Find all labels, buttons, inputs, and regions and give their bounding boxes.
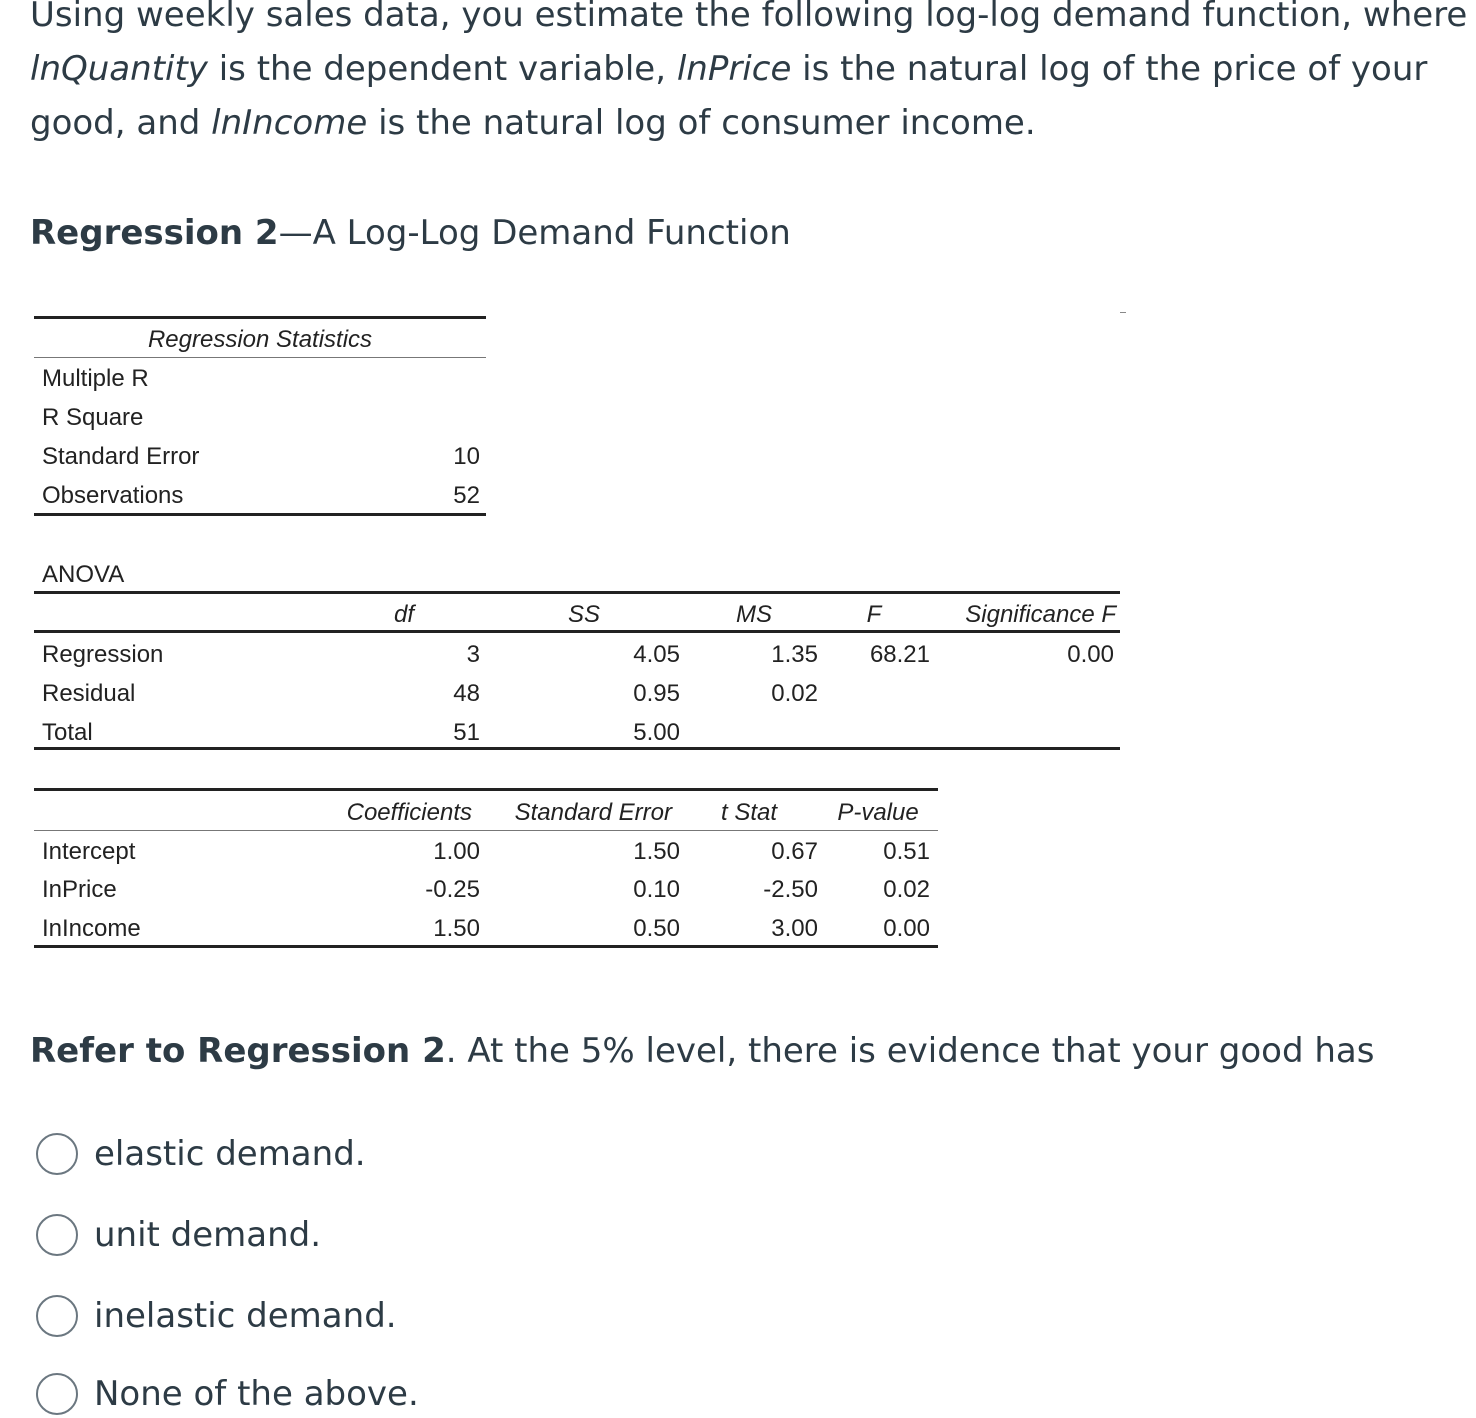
regression-title: Regression 2—A Log-Log Demand Function (30, 213, 791, 253)
coef-value-lnincome: 1.50 (433, 915, 480, 942)
radio-button[interactable] (36, 1295, 78, 1337)
anova-df-residual: 48 (453, 680, 480, 707)
anova-header-ss: SS (567, 601, 600, 628)
anova-label-total: Total (42, 719, 93, 746)
stats-header: Regression Statistics (147, 326, 373, 353)
anova-label-residual: Residual (42, 680, 136, 707)
option-elastic-demand[interactable] (36, 1130, 366, 1178)
anova-ms-regression: 1.35 (771, 641, 818, 668)
anova-f-regression: 68.21 (869, 641, 930, 668)
var-lnincome: lnIncome (211, 103, 368, 143)
coef-value-lnprice: -0.25 (425, 876, 480, 903)
anova-table (34, 560, 1120, 752)
coef-t-lnincome: 3.00 (771, 915, 818, 942)
stats-value-observations: 52 (453, 482, 480, 509)
anova-df-total: 51 (453, 719, 480, 746)
coef-t-intercept: 0.67 (771, 838, 818, 865)
anova-header-ms: MS (736, 601, 772, 628)
coef-se-lnincome: 0.50 (633, 915, 680, 942)
coef-value-intercept: 1.00 (433, 838, 480, 865)
anova-header-df: df (393, 601, 414, 628)
option-label: elastic demand. (94, 1134, 366, 1174)
stray-mark (1120, 312, 1126, 313)
question-intro: Using weekly sales data, you estimate the following log-log demand function, where lnQuantity is the dependent variable, lnPrice is the natural log of the price of your good, and lnIncome is the natural log of consumer income. (30, 0, 1468, 143)
radio-button[interactable] (36, 1214, 78, 1256)
anova-header-significance-f: Significance F (965, 601, 1116, 628)
coef-label-lnincome: InIncome (42, 915, 141, 942)
option-label: None of the above. (94, 1374, 419, 1414)
anova-ss-regression: 4.05 (633, 641, 680, 668)
coef-se-lnprice: 0.10 (633, 876, 680, 903)
stats-label-standard-error: Standard Error (42, 443, 200, 470)
question-prompt: Refer to Regression 2. At the 5% level, there is evidence that your good has (30, 1031, 1375, 1071)
coef-label-intercept: Intercept (42, 838, 136, 865)
option-inelastic-demand[interactable] (36, 1292, 397, 1340)
coefficients-table (34, 788, 938, 950)
option-label: unit demand. (94, 1215, 322, 1255)
anova-df-regression: 3 (466, 641, 480, 668)
option-unit-demand[interactable] (36, 1211, 321, 1259)
var-lnprice: lnPrice (676, 49, 792, 89)
option-label: inelastic demand. (94, 1296, 397, 1336)
regression-statistics-table (34, 316, 486, 518)
coef-t-lnprice: -2.50 (763, 876, 818, 903)
anova-label-regression: Regression (42, 641, 164, 668)
option-none-of-the-above[interactable] (36, 1370, 419, 1418)
anova-sig-regression: 0.00 (1067, 641, 1114, 668)
stats-label-multiple-r: Multiple R (42, 365, 149, 392)
coef-header-t-stat: t Stat (720, 799, 778, 826)
coef-header-coefficients: Coefficients (346, 799, 472, 826)
stats-label-r-square: R Square (42, 404, 144, 431)
coef-se-intercept: 1.50 (633, 838, 680, 865)
anova-ms-residual: 0.02 (771, 680, 818, 707)
var-lnquantity: lnQuantity (30, 49, 208, 89)
coef-p-intercept: 0.51 (883, 838, 930, 865)
anova-title: ANOVA (42, 561, 125, 588)
stats-label-observations: Observations (42, 482, 184, 509)
radio-button[interactable] (36, 1133, 78, 1175)
anova-ss-total: 5.00 (633, 719, 680, 746)
radio-button[interactable] (36, 1373, 78, 1415)
anova-header-f: F (866, 601, 882, 628)
coef-p-lnincome: 0.00 (883, 915, 930, 942)
coef-header-standard-error: Standard Error (514, 799, 672, 826)
coef-p-lnprice: 0.02 (883, 876, 930, 903)
coef-label-lnprice: InPrice (42, 876, 117, 903)
coef-header-p-value: P-value (837, 799, 919, 826)
anova-ss-residual: 0.95 (633, 680, 680, 707)
stats-value-standard-error: 10 (453, 443, 480, 470)
